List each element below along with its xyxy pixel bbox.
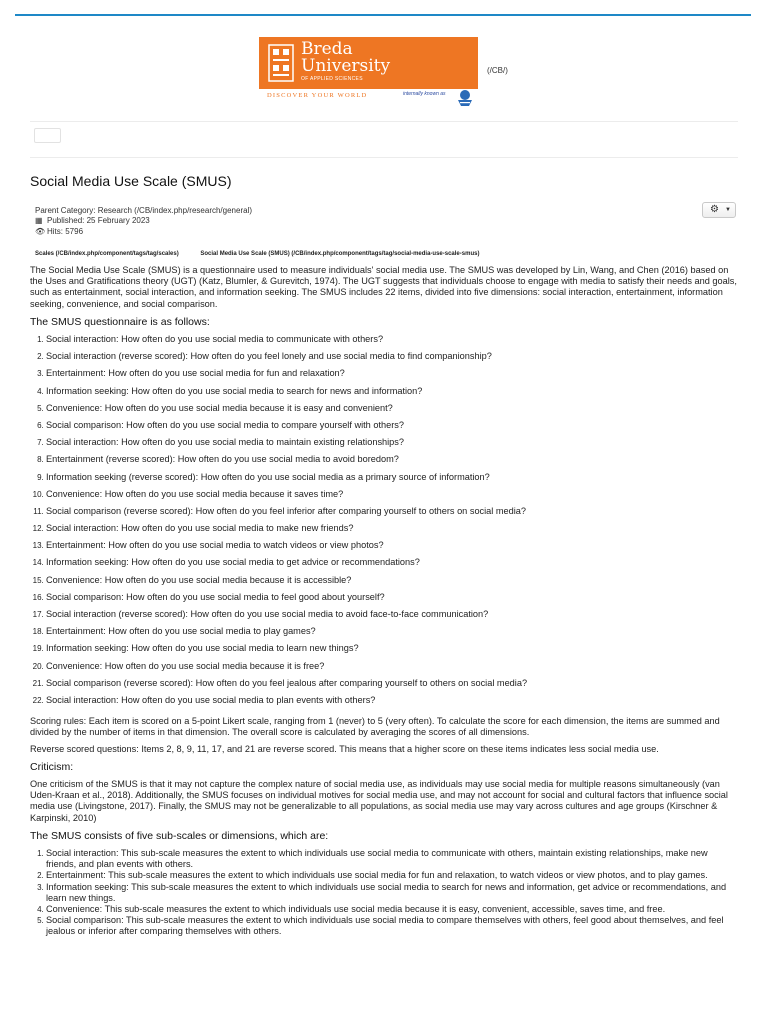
- list-item: 20. Convenience: How often do you use social media because it is free?: [46, 661, 738, 678]
- article-options-button[interactable]: [702, 202, 736, 218]
- menu-toggle-button[interactable]: [34, 128, 61, 143]
- university-logo[interactable]: [259, 37, 478, 110]
- list-item: 14. Information seeking: How often do you use social media to get advice or recommendations?: [46, 557, 738, 574]
- list-item: 2. Social interaction (reverse scored): How often do you feel lonely and use social media to find companionship?: [46, 351, 738, 368]
- caret-down-icon: ▼: [725, 207, 731, 213]
- published-date: ▦ Published: 25 February 2023: [35, 216, 150, 225]
- list-item: 3. Entertainment: How often do you use social media for fun and relaxation?: [46, 368, 738, 385]
- list-item: 21. Social comparison (reverse scored): How often do you feel jealous after comparing yourself to others on social media?: [46, 678, 738, 695]
- hits-count: 👁 Hits: 5796: [35, 227, 84, 236]
- tag-list: [35, 251, 499, 257]
- list-item: 12. Social interaction: How often do you use social media to make new friends?: [46, 523, 738, 540]
- reverse-scored-note: Reverse scored questions: Items 2, 8, 9, 11, 17, and 21 are reverse scored. This means that a higher score on these items indicates less social media use.: [30, 743, 659, 754]
- list-item: 15. Convenience: How often do you use social media because it is accessible?: [46, 575, 738, 592]
- criticism-heading: Criticism:: [30, 760, 74, 773]
- dimensions-list: [30, 848, 738, 938]
- list-item: 9. Information seeking (reverse scored): How often do you use social media as a primary source of information?: [46, 472, 738, 489]
- tag-link[interactable]: Scales (/CB/index.php/component/tags/tag/scales): [35, 251, 179, 257]
- list-item: 4. Information seeking: How often do you use social media to search for news and information?: [46, 386, 738, 403]
- list-item: 5. Social comparison: This sub-scale measures the extent to which individuals use social media to compare themselves with others, feel good about themselves, and feel jealous or inferior after comparing themselves with others.: [46, 915, 738, 937]
- list-item: 6. Social comparison: How often do you use social media to compare yourself with others?: [46, 420, 738, 437]
- criticism-paragraph: One criticism of the SMUS is that it may not capture the complex nature of social media use, as individuals may use social media for multiple reasons simultaneously (van Uden-Kraan et al., 2018). Additionally, the SMUS focuses on individual motives for social media use, and may not account for social and cultural factors that influence social media use (Livingstone, 2017). Finally, the SMUS may not be generalizable to all populations, as social media use may vary across cultures and age groups (Kirschner & Karpinski, 2010): [30, 778, 728, 823]
- list-item: 8. Entertainment (reverse scored): How often do you use social media to avoid boredom?: [46, 454, 738, 471]
- certification-text: internally known as: [403, 91, 446, 97]
- home-link[interactable]: (/CB/): [487, 66, 508, 75]
- logo-wordmark: Breda University: [301, 39, 391, 76]
- calendar-icon: ▦: [35, 216, 43, 225]
- list-item: 22. Social interaction: How often do you use social media to plan events with others?: [46, 695, 738, 712]
- logo-tagline: DISCOVER YOUR WORLD: [267, 92, 368, 99]
- list-item: 1. Social interaction: How often do you use social media to communicate with others?: [46, 334, 738, 351]
- logo-banner: [259, 37, 478, 89]
- dimensions-heading: The SMUS consists of five sub-scales or dimensions, which are:: [30, 829, 329, 842]
- list-item: 3. Information seeking: This sub-scale measures the extent to which individuals use social media to search for news and information, get advice or recommendations, and learn new things.: [46, 882, 738, 904]
- list-item: 18. Entertainment: How often do you use social media to play games?: [46, 626, 738, 643]
- top-accent-bar: [15, 14, 751, 16]
- list-item: 19. Information seeking: How often do you use social media to learn new things?: [46, 643, 738, 660]
- gear-icon: ⚙: [710, 204, 719, 215]
- tag-link[interactable]: Social Media Use Scale (SMUS) (/CB/index.php/component/tags/tag/social-media-use-scale-smus): [200, 251, 480, 257]
- list-item: 2. Entertainment: This sub-scale measures the extent to which individuals use social media for fun and relaxation, to watch videos or view photos, and to play games.: [46, 870, 738, 881]
- crest-icon: [267, 43, 295, 83]
- divider: [30, 157, 738, 158]
- article-body: [30, 265, 738, 942]
- list-item: 10. Convenience: How often do you use social media because it saves time?: [46, 489, 738, 506]
- eye-icon: 👁: [35, 227, 46, 236]
- list-item: 4. Convenience: This sub-scale measures the extent to which individuals use social media because it is easy, convenient, accessible, saves time, and free.: [46, 904, 738, 915]
- certification-mark-icon: [455, 89, 475, 107]
- divider: [30, 121, 738, 122]
- list-item: 11. Social comparison (reverse scored): How often do you feel inferior after comparing yourself to others on social media?: [46, 506, 738, 523]
- list-item: 17. Social interaction (reverse scored): How often do you use social media to avoid face-to-face communication?: [46, 609, 738, 626]
- list-item: 16. Social comparison: How often do you use social media to feel good about yourself?: [46, 592, 738, 609]
- questionnaire-list: [30, 334, 738, 712]
- list-item: 1. Social interaction: This sub-scale measures the extent to which individuals use social media to communicate with others, maintain existing relationships, make new friends, and plan events with others.: [46, 848, 738, 870]
- list-item: 5. Convenience: How often do you use social media because it is easy and convenient?: [46, 403, 738, 420]
- scoring-rules: Scoring rules: Each item is scored on a 5-point Likert scale, ranging from 1 (never) to 5 (very often). To calculate the score for each dimension, the items are summed and divided by the number of items in that dimension. The overall score is calculated by averaging the scores of all dimensions.: [30, 716, 720, 738]
- list-item: 7. Social interaction: How often do you use social media to maintain existing relationships?: [46, 437, 738, 454]
- questionnaire-heading: The SMUS questionnaire is as follows:: [30, 315, 210, 328]
- parent-category[interactable]: Parent Category: Research (/CB/index.php/research/general): [35, 206, 252, 215]
- page-title: Social Media Use Scale (SMUS): [30, 173, 232, 189]
- list-item: 13. Entertainment: How often do you use social media to watch videos or view photos?: [46, 540, 738, 557]
- logo-subtitle: OF APPLIED SCIENCES: [301, 76, 363, 82]
- intro-paragraph: The Social Media Use Scale (SMUS) is a questionnaire used to measure individuals' social media use. The SMUS was developed by Lin, Wang, and Chen (2016) based on the Uses and Gratifications theory (UGT) (Katz, Blumler, & Gurevitch, 1974). The UGT suggests that individuals choose to engage with media to satisfy their needs and goals, such as entertainment, social interaction, and information seeking. The SMUS includes 22 items, divided into five dimensions: social interaction, entertainment, information seeking, convenience, and social comparison.: [30, 265, 737, 309]
